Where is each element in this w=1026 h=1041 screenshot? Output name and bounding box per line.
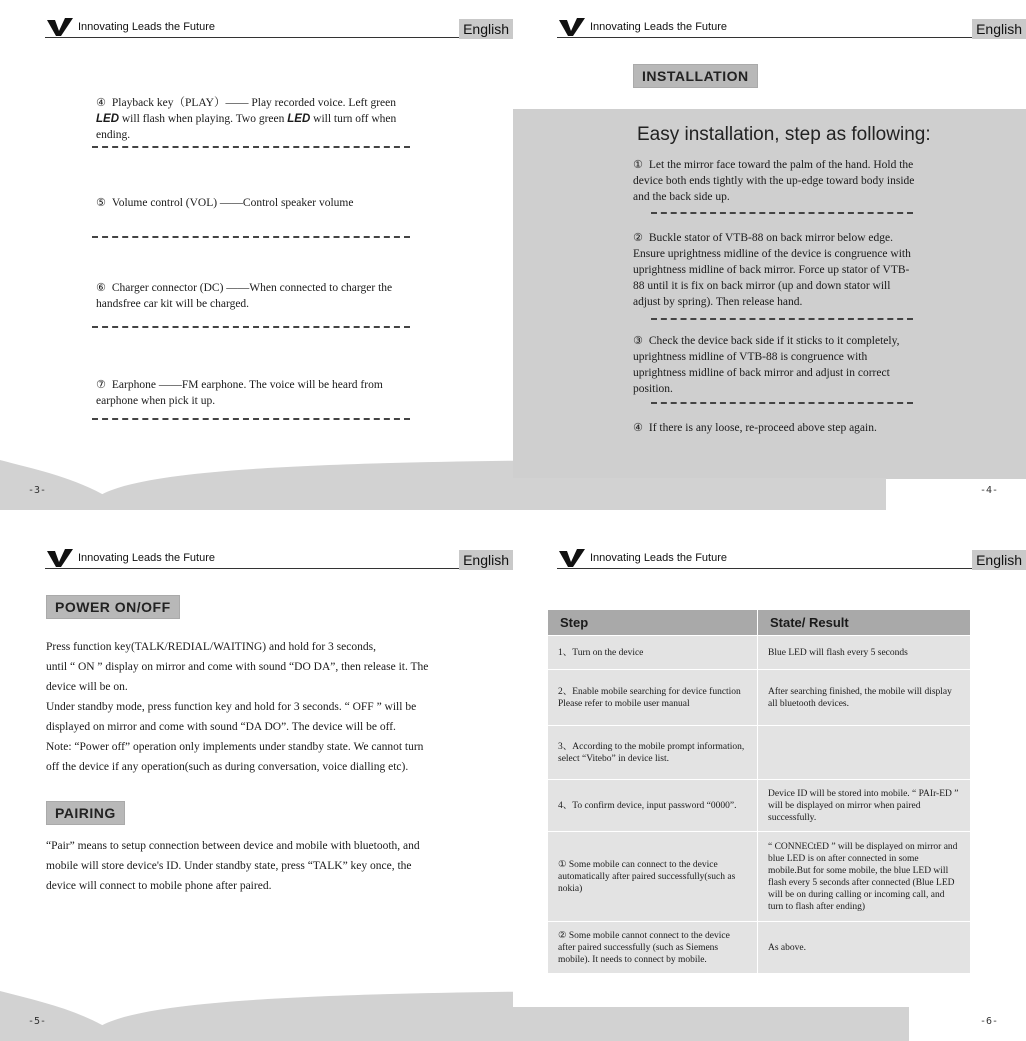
list-item-earphone: ⑦ Earphone ——FM earphone. The voice will be heard from earphone when pick it up. bbox=[96, 378, 383, 407]
list-item-volume: ⑤ Volume control (VOL) ——Control speaker volume bbox=[96, 196, 354, 209]
table-header-row bbox=[548, 610, 971, 636]
section-title-pairing: PAIRING bbox=[46, 801, 125, 825]
page-header bbox=[557, 16, 1026, 38]
page-header bbox=[45, 547, 513, 569]
table-cell: ① Some mobile can connect to the device automatically after paired successfully(such as nokia) bbox=[548, 832, 758, 922]
divider bbox=[651, 318, 913, 320]
divider bbox=[92, 236, 410, 238]
divider bbox=[651, 402, 913, 404]
table-cell: “ CONNECtED ” will be displayed on mirror and blue LED is on after connected in some mobile.But for some mobile, the blue LED will flash every 5 seconds after connected (Blue LED will be on during calling or incoming call, and turn to flash after ending) bbox=[758, 832, 971, 922]
install-step-1: ① Let the mirror face toward the palm of the hand. Hold the device both ends tightly with the up-edge toward body inside and the back side up. bbox=[633, 158, 915, 203]
brand-logo-icon bbox=[47, 549, 73, 567]
page-number: -5- bbox=[28, 1016, 47, 1027]
footer-swoosh bbox=[0, 991, 513, 1041]
divider bbox=[92, 146, 410, 148]
page-number: -3- bbox=[28, 485, 47, 496]
language-badge: English bbox=[972, 19, 1026, 39]
footer-swoosh bbox=[513, 1007, 909, 1041]
list-item-playback: ④ Playback key（PLAY）—— Play recorded voice. Left green LED will flash when playing. Two green LED will turn off when ending. bbox=[96, 96, 397, 141]
page-6 bbox=[513, 531, 1026, 1041]
page-number: -6- bbox=[979, 1016, 998, 1027]
table-row bbox=[548, 636, 971, 670]
table-row bbox=[548, 922, 971, 974]
install-step-2: ② Buckle stator of VTB-88 on back mirror below edge. Ensure uprightness midline of the device is congruence with uprightness midline of back mirror. Force up stator of VTB-88 until it is fix on back mirror (up and down stator will adjust by spring). Then release hand. bbox=[633, 231, 911, 308]
brand-logo-icon bbox=[559, 18, 585, 36]
tagline: Innovating Leads the Future bbox=[590, 21, 727, 33]
table-cell: ② Some mobile cannot connect to the device after paired successfully (such as Siemens mobile). It needs to connect by mobile. bbox=[548, 922, 758, 974]
language-badge: English bbox=[972, 550, 1026, 570]
page-4 bbox=[513, 0, 1026, 510]
column-header-result: State/ Result bbox=[758, 610, 971, 636]
table-row bbox=[548, 726, 971, 780]
table-cell: Device ID will be stored into mobile. “ PAIr-ED ” will be displayed on mirror when paired successfully. bbox=[758, 780, 971, 832]
list-item-charger: ⑥ Charger connector (DC) ——When connected to charger the handsfree car kit will be charged. bbox=[96, 281, 393, 310]
section-title-installation: INSTALLATION bbox=[633, 64, 758, 88]
table-cell: Blue LED will flash every 5 seconds bbox=[758, 636, 971, 670]
table-cell: After searching finished, the mobile will display all bluetooth devices. bbox=[758, 670, 971, 726]
brand-logo-icon bbox=[47, 18, 73, 36]
page-header bbox=[45, 16, 513, 38]
installation-heading: Easy installation, step as following: bbox=[637, 124, 931, 145]
column-header-step: Step bbox=[548, 610, 758, 636]
divider bbox=[651, 212, 913, 214]
divider bbox=[92, 326, 410, 328]
language-badge: English bbox=[459, 550, 513, 570]
language-badge: English bbox=[459, 19, 513, 39]
tagline: Innovating Leads the Future bbox=[78, 21, 215, 33]
table-cell: 4、To confirm device, input password “0000”. bbox=[548, 780, 758, 832]
table-cell bbox=[758, 726, 971, 780]
table-row bbox=[548, 670, 971, 726]
power-paragraph: Press function key(TALK/REDIAL/WAITING) and hold for 3 seconds, until “ ON ” display on mirror and come with sound “DO DA”, then release it. The device will be on. Under standby mode, press function key and hold for 3 seconds. “ OFF ” will be displayed on mirror and come with sound “DA DO”. The device will be off. Note: “Power off” operation only implements under standby state. We cannot turn off the device if any operation(such as during conversation, voice dialling etc). bbox=[46, 641, 429, 773]
table-cell: As above. bbox=[758, 922, 971, 974]
page-3 bbox=[0, 0, 513, 510]
install-step-4: ④ If there is any loose, re-proceed above step again. bbox=[633, 421, 877, 434]
footer-swoosh bbox=[513, 478, 886, 510]
tagline: Innovating Leads the Future bbox=[78, 552, 215, 564]
footer-swoosh bbox=[0, 460, 513, 510]
page-number: -4- bbox=[979, 485, 998, 496]
table-cell: 1、Turn on the device bbox=[548, 636, 758, 670]
page-header bbox=[557, 547, 1026, 569]
table-cell: 2、Enable mobile searching for device function Please refer to mobile user manual bbox=[548, 670, 758, 726]
brand-logo-icon bbox=[559, 549, 585, 567]
table-cell: 3、According to the mobile prompt information, select “Vitebo” in device list. bbox=[548, 726, 758, 780]
divider bbox=[92, 418, 410, 420]
table-row bbox=[548, 780, 971, 832]
section-title-power: POWER ON/OFF bbox=[46, 595, 180, 619]
install-step-3: ③ Check the device back side if it sticks to it completely, uprightness midline of VTB-88 is congruence with uprightness midline of back mirror and adjust in correct position. bbox=[633, 334, 900, 395]
tagline: Innovating Leads the Future bbox=[590, 552, 727, 564]
table-row bbox=[548, 832, 971, 922]
pairing-paragraph: “Pair” means to setup connection between device and mobile with bluetooth, and mobile will store device's ID. Under standby state, press “TALK” key once, the device will connect to mobile phone after paired. bbox=[46, 840, 420, 892]
pairing-steps-table bbox=[547, 609, 971, 974]
page-5 bbox=[0, 531, 513, 1041]
